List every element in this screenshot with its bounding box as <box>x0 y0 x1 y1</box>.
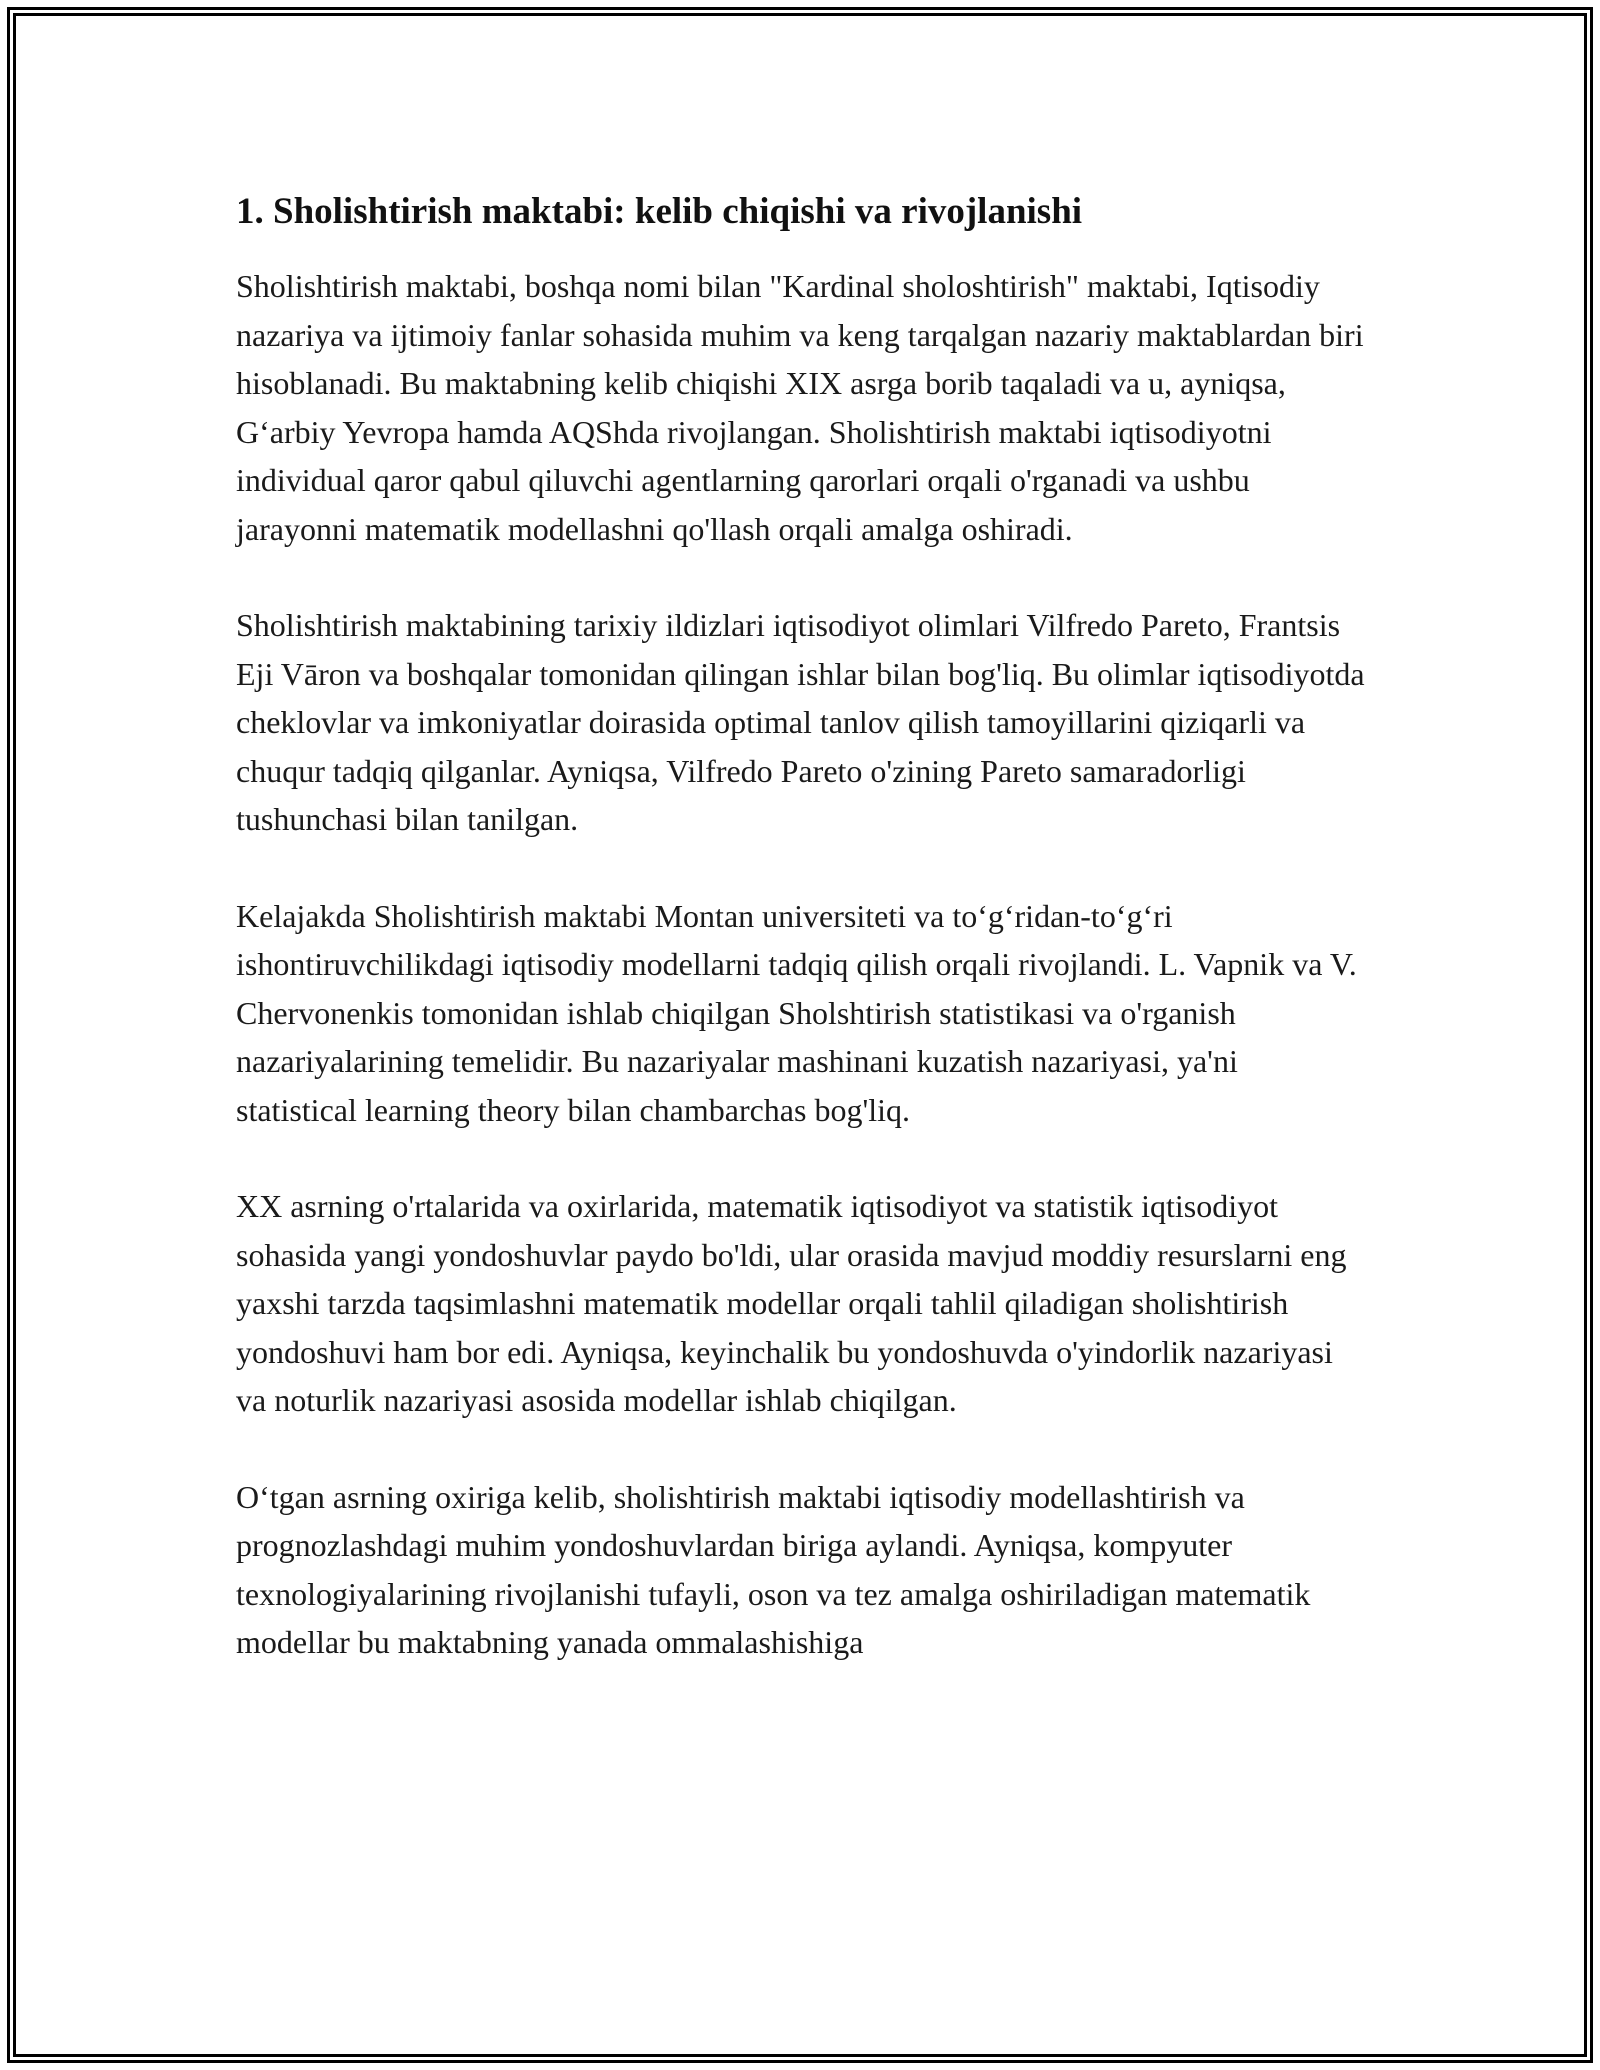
paragraph-2: Sholishtirish maktabining tarixiy ildizlari iqtisodiyot olimlari Vilfredo Pareto, Frantsis Eji Vāron va boshqalar tomonidan qilingan ishlar bilan bog'liq. Bu olimlar iqtisodiyotda cheklovlar va imkoniyatlar doirasida optimal tanlov qilish tamoyillarini qiziqarli va chuqur tadqiq qilganlar. Ayniqsa, Vilfredo Pareto o'zining Pareto samaradorligi tushunchasi bilan tanilgan. <box>236 607 1365 837</box>
paragraph-1: Sholishtirish maktabi, boshqa nomi bilan "Kardinal sholoshtirish" maktabi, Iqtisodiy nazariya va ijtimoiy fanlar sohasida muhim va keng tarqalgan nazariy maktablardan biri hisoblanadi. Bu maktabning kelib chiqishi XIX asrga borib taqaladi va u, ayniqsa, G‘arbiy Yevropa hamda AQShda rivojlangan. Sholishtirish maktabi iqtisodiyotni individual qaror qabul qiluvchi agentlarning qarorlari orqali o'rganadi va ushbu jarayonni matematik modellashni qo'llash orqali amalga oshiradi. <box>236 268 1364 547</box>
section-heading: 1. Sholishtirish maktabi: kelib chiqishi va rivojlanishi <box>236 191 1083 232</box>
document-body <box>236 188 1366 1667</box>
paragraph-4: XX asrning o'rtalarida va oxirlarida, matematik iqtisodiyot va statistik iqtisodiyot sohasida yangi yondoshuvlar paydo bo'ldi, ular orasida mavjud moddiy resurslarni eng yaxshi tarzda taqsimlashni matematik modellar orqali tahlil qiladigan sholishtirish yondoshuvi ham bor edi. Ayniqsa, keyinchalik bu yondoshuvda o'yindorlik nazariyasi va noturlik nazariyasi asosida modellar ishlab chiqilgan. <box>236 1188 1347 1418</box>
paragraph-3: Kelajakda Sholishtirish maktabi Montan universiteti va to‘g‘ridan-to‘g‘ri ishontiruvchilikdagi iqtisodiy modellarni tadqiq qilish orqali rivojlandi. L. Vapnik va V. Chervonenkis tomonidan ishlab chiqilgan Sholshtirish statistikasi va o'rganish nazariyalarining temelidir. Bu nazariyalar mashinani kuzatish nazariyasi, ya'ni statistical learning theory bilan chambarchas bog'liq. <box>236 897 1357 1128</box>
paragraph-5: O‘tgan asrning oxiriga kelib, sholishtirish maktabi iqtisodiy modellashtirish va prognozlashdagi muhim yondoshuvlardan biriga aylandi. Ayniqsa, kompyuter texnologiyalarining rivojlanishi tufayli, oson va tez amalga oshiriladigan matematik modellar bu maktabning yanada ommalashishiga <box>236 1478 1311 1660</box>
